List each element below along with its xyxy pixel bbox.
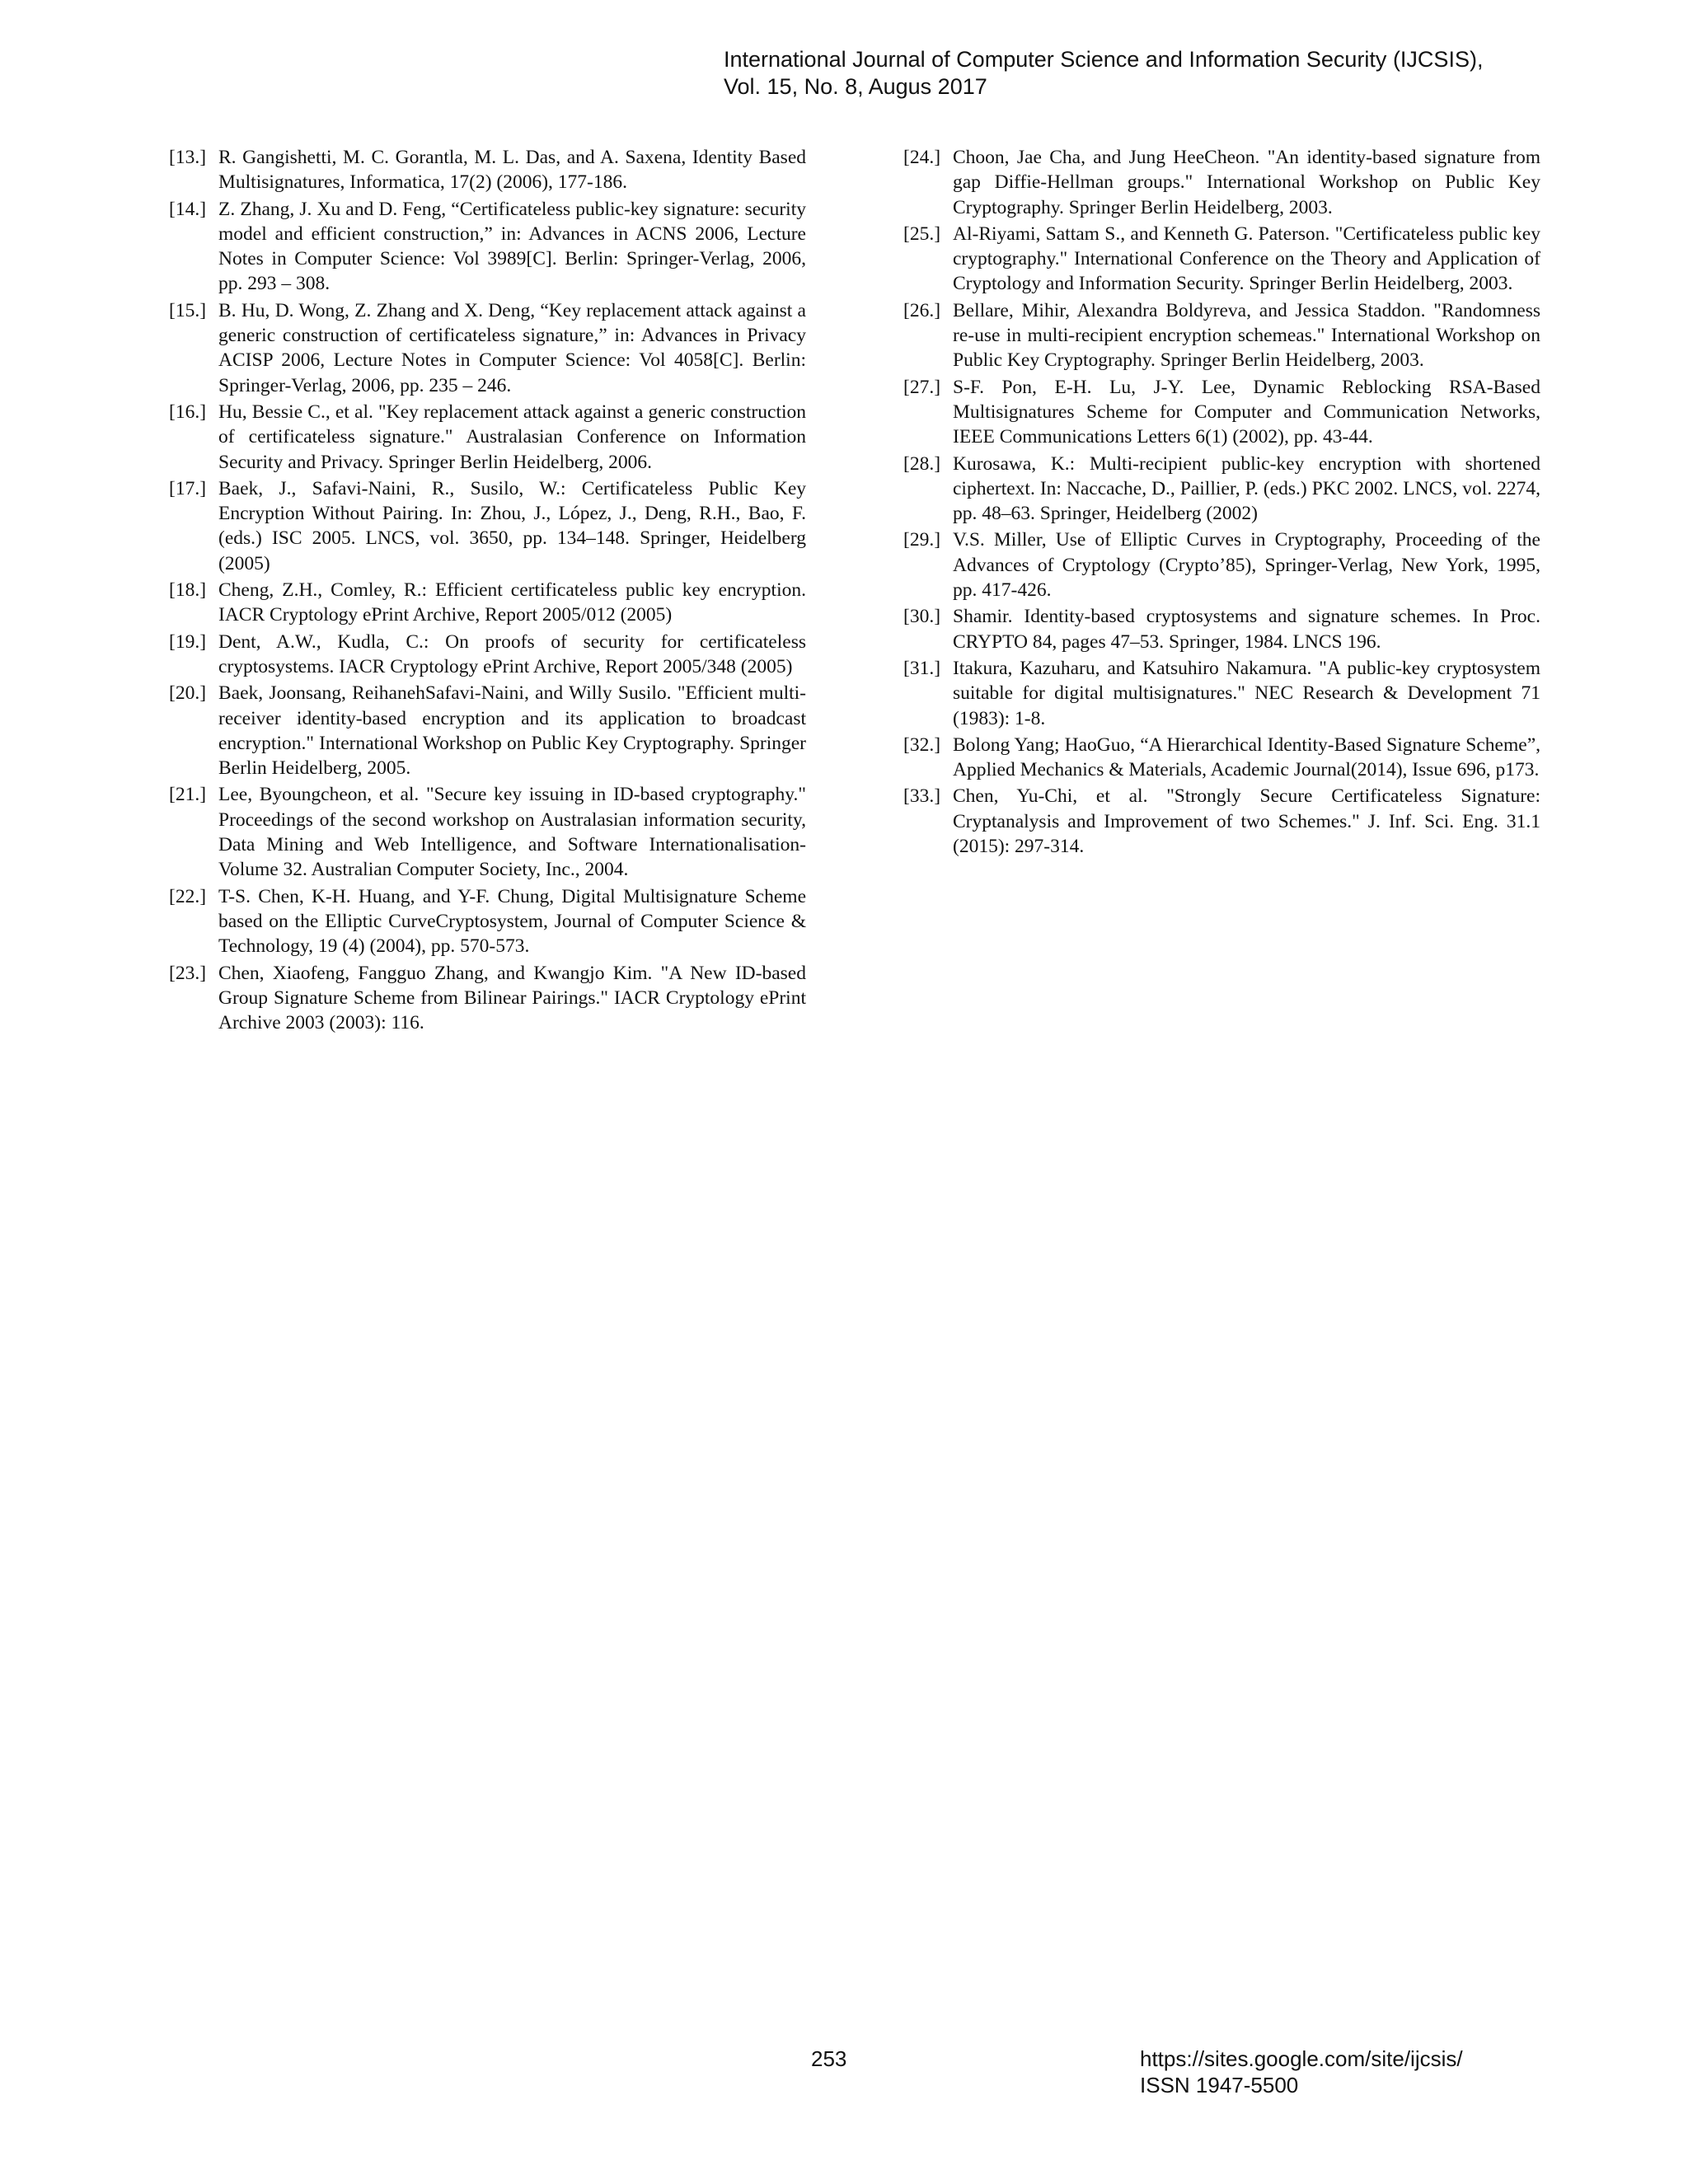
reference-text: Z. Zhang, J. Xu and D. Feng, “Certificateless public-key signature: security model and efficient construction,” in: Advances in ACNS 2006, Lecture Notes in Computer Science: Vol 3989[C]. Berlin: Springer-Verlag, 2006, pp. 293 – 308. <box>218 198 806 295</box>
reference-item <box>169 476 806 576</box>
reference-item <box>169 145 806 195</box>
reference-text: Baek, Joonsang, ReihanehSafavi-Naini, and Willy Susilo. "Efficient multi-receiver identity-based encryption and its application to broadcast encryption." International Workshop on Public Key Cryptography. Springer Berlin Heidelberg, 2005. <box>218 682 806 780</box>
reference-item <box>903 784 1540 859</box>
reference-item <box>169 197 806 297</box>
reference-item <box>903 656 1540 731</box>
reference-number: [16.] <box>169 401 207 423</box>
reference-text: S-F. Pon, E-H. Lu, J-Y. Lee, Dynamic Reblocking RSA-Based Multisignatures Scheme for Computer and Communication Networks, IEEE Communications Letters 6(1) (2002), pp. 43-44. <box>953 376 1540 448</box>
reference-item <box>903 375 1540 450</box>
reference-text: Chen, Yu-Chi, et al. "Strongly Secure Certificateless Signature: Cryptanalysis and Improvement of two Schemes." J. Inf. Sci. Eng. 31.1 (2015): 297-314. <box>953 785 1540 858</box>
references-left-column <box>169 145 806 1037</box>
reference-number: [21.] <box>169 784 207 806</box>
reference-number: [13.] <box>169 147 207 168</box>
reference-item <box>903 733 1540 783</box>
reference-item <box>169 782 806 882</box>
reference-number: [32.] <box>903 733 941 756</box>
reference-text: Baek, J., Safavi-Naini, R., Susilo, W.: Certificateless Public Key Encryption Without Pairing. In: Zhou, J., López, J., Deng, R.H., Bao, F. (eds.) ISC 2005. LNCS, vol. 3650, pp. 134–148. Springer, Heidelberg (2005) <box>218 477 806 574</box>
reference-item <box>169 884 806 959</box>
reference-text: B. Hu, D. Wong, Z. Zhang and X. Deng, “Key replacement attack against a generic construction of certificateless signature,” in: Advances in Privacy ACISP 2006, Lecture Notes in Computer Science: Vol 4058[C]. Berlin: Springer-Verlag, 2006, pp. 235 – 246. <box>218 299 806 396</box>
reference-number: [33.] <box>903 785 941 808</box>
footer-info <box>1140 2046 1463 2098</box>
reference-text: Dent, A.W., Kudla, C.: On proofs of security for certificateless cryptosystems. IACR Cryptology ePrint Archive, Report 2005/348 (2005) <box>218 630 806 677</box>
reference-number: [26.] <box>903 299 941 321</box>
reference-number: [22.] <box>169 885 207 907</box>
reference-number: [31.] <box>903 657 941 679</box>
reference-number: [14.] <box>169 198 207 220</box>
reference-text: Choon, Jae Cha, and Jung HeeCheon. "An identity-based signature from gap Diffie-Hellman groups." International Workshop on Public Key Cryptography. Springer Berlin Heidelberg, 2003. <box>953 147 1540 218</box>
page-number: 253 <box>811 2046 847 2071</box>
reference-item <box>169 298 806 398</box>
reference-number: [23.] <box>169 962 207 984</box>
reference-text: Itakura, Kazuharu, and Katsuhiro Nakamura. "A public-key cryptosystem suitable for digital multisignatures." NEC Research & Development 71 (1983): 1-8. <box>953 657 1540 729</box>
reference-text: Cheng, Z.H., Comley, R.: Efficient certificateless public key encryption. IACR Cryptology ePrint Archive, Report 2005/012 (2005) <box>218 579 806 626</box>
reference-item <box>903 298 1540 373</box>
reference-number: [29.] <box>903 529 941 551</box>
reference-number: [18.] <box>169 579 207 602</box>
reference-number: [27.] <box>903 376 941 398</box>
reference-number: [24.] <box>903 147 941 168</box>
reference-number: [19.] <box>169 630 207 653</box>
reference-text: Kurosawa, K.: Multi-recipient public-key encryption with shortened ciphertext. In: Naccache, D., Paillier, P. (eds.) PKC 2002. LNCS, vol. 2274, pp. 48–63. Springer, Heidelberg (2002) <box>953 452 1540 525</box>
reference-text: R. Gangishetti, M. C. Gorantla, M. L. Das, and A. Saxena, Identity Based Multisignatures, Informatica, 17(2) (2006), 177-186. <box>218 147 806 194</box>
reference-item <box>903 452 1540 527</box>
reference-text: Lee, Byoungcheon, et al. "Secure key issuing in ID-based cryptography." Proceedings of the second workshop on Australasian information security, Data Mining and Web Intelligence, and Software Internationalisation-Volume 32. Australian Computer Society, Inc., 2004. <box>218 784 806 881</box>
journal-title: International Journal of Computer Science and Information Security (IJCSIS), <box>724 47 1484 72</box>
reference-item <box>903 527 1540 602</box>
reference-number: [17.] <box>169 477 207 499</box>
journal-url: https://sites.google.com/site/ijcsis/ <box>1140 2046 1463 2071</box>
reference-item <box>169 400 806 475</box>
journal-issn: ISSN 1947-5500 <box>1140 2073 1299 2097</box>
reference-number: [30.] <box>903 606 941 628</box>
reference-item <box>903 222 1540 297</box>
reference-text: Shamir. Identity-based cryptosystems and signature schemes. In Proc. CRYPTO 84, pages 47–53. Springer, 1984. LNCS 196. <box>953 606 1540 653</box>
reference-text: V.S. Miller, Use of Elliptic Curves in Cryptography, Proceeding of the Advances of Cryptology (Crypto’85), Springer-Verlag, New York, 1995, pp. 417-426. <box>953 529 1540 602</box>
reference-text: Bolong Yang; HaoGuo, “A Hierarchical Identity-Based Signature Scheme”, Applied Mechanics & Materials, Academic Journal(2014), Issue 696, p173. <box>953 733 1540 781</box>
reference-item <box>169 681 806 780</box>
reference-number: [28.] <box>903 452 941 475</box>
reference-item <box>903 604 1540 654</box>
reference-item <box>169 961 806 1036</box>
reference-number: [20.] <box>169 682 207 705</box>
references-right-column <box>903 145 1540 860</box>
reference-item <box>169 630 806 680</box>
journal-header <box>724 46 1630 101</box>
reference-text: T-S. Chen, K-H. Huang, and Y-F. Chung, Digital Multisignature Scheme based on the Elliptic CurveCryptosystem, Journal of Computer Science & Technology, 19 (4) (2004), pp. 570-573. <box>218 885 806 958</box>
journal-volume: Vol. 15, No. 8, Augus 2017 <box>724 74 987 99</box>
reference-number: [15.] <box>169 299 207 321</box>
reference-text: Hu, Bessie C., et al. "Key replacement attack against a generic construction of certificateless signature." Australasian Conference on Information Security and Privacy. Springer Berlin Heidelberg, 2006. <box>218 401 806 473</box>
reference-text: Al-Riyami, Sattam S., and Kenneth G. Paterson. "Certificateless public key cryptography." International Conference on the Theory and Application of Cryptology and Information Security. Springer Berlin Heidelberg, 2003. <box>953 223 1540 295</box>
reference-text: Chen, Xiaofeng, Fangguo Zhang, and Kwangjo Kim. "A New ID-based Group Signature Scheme from Bilinear Pairings." IACR Cryptology ePrint Archive 2003 (2003): 116. <box>218 962 806 1034</box>
reference-number: [25.] <box>903 223 941 245</box>
reference-item <box>903 145 1540 220</box>
reference-item <box>169 578 806 628</box>
reference-text: Bellare, Mihir, Alexandra Boldyreva, and Jessica Staddon. "Randomness re-use in multi-recipient encryption schemeas." International Workshop on Public Key Cryptography. Springer Berlin Heidelberg, 2003. <box>953 299 1540 372</box>
